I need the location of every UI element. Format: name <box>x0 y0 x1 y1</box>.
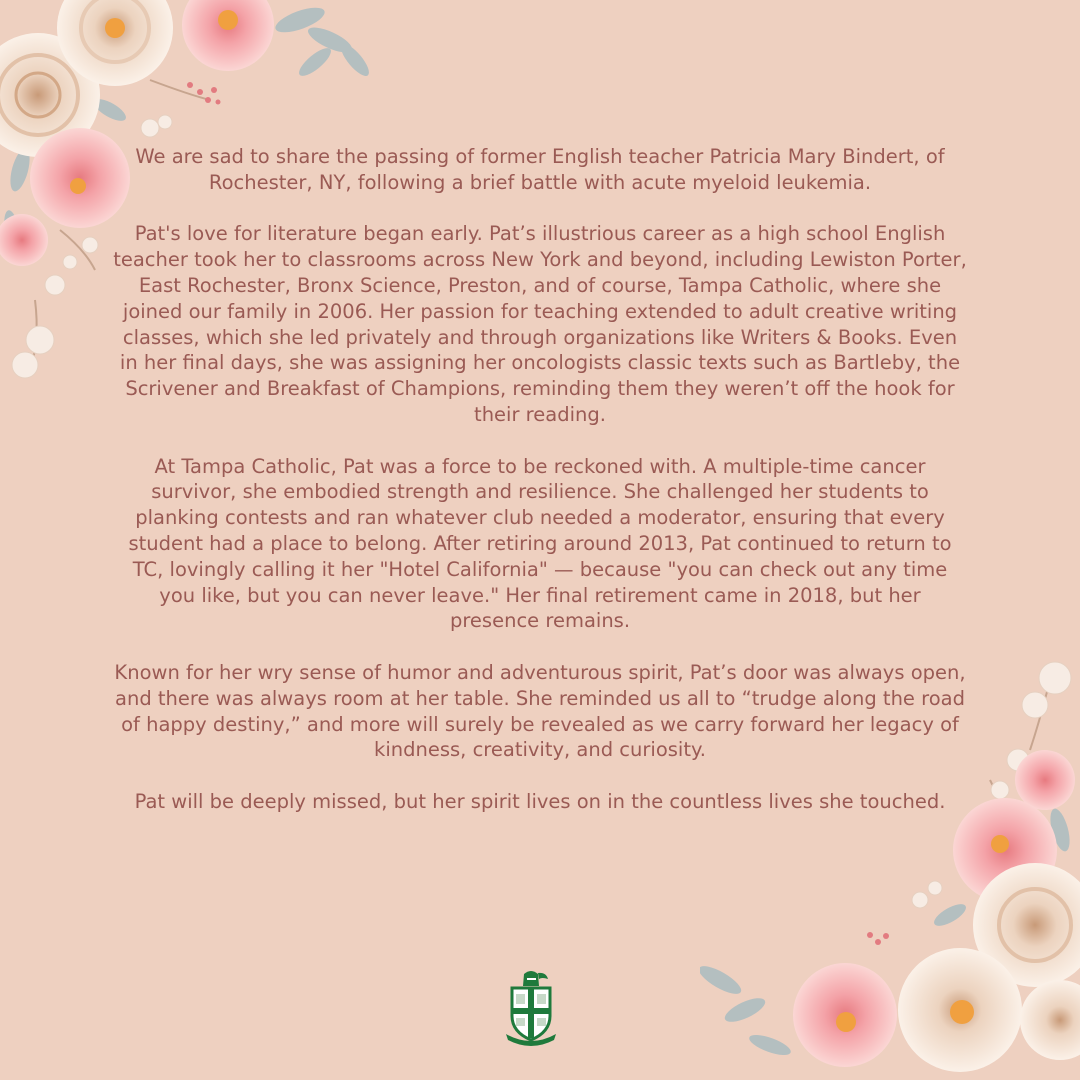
paragraph-character: Known for her wry sense of humor and adventurous spirit, Pat’s door was always open, and there was always room at her table. She reminded us all to “trudge along the road of happy destiny,” and more will surely be revealed as we carry forward her legacy of kindness, creativity, and curiosity. <box>114 660 966 762</box>
school-crest-icon <box>504 970 558 1046</box>
paragraph-career: Pat's love for literature began early. Pat’s illustrious career as a high school English teacher took her to classrooms across New York and beyond, including Lewiston Porter, East Rochester, Bronx Science, Preston, and of course, Tampa Catholic, where she joined our family in 2006. Her passion for teaching extended to adult creative writing classes, which she led privately and through organizations like Writers & Books. Even in her final days, she was assigning her oncologists classic texts such as Bartleby, the Scrivener and Breakfast of Champions, reminding them they weren’t off the hook for their reading. <box>113 222 967 426</box>
paragraph-closing: Pat will be deeply missed, but her spirit lives on in the countless lives she touched. <box>134 789 946 813</box>
paragraph-intro: We are sad to share the passing of former English teacher Patricia Mary Bindert, of Rochester, NY, following a brief battle with acute myeloid leukemia. <box>135 145 945 194</box>
announcement-text <box>112 144 968 841</box>
paragraph-tampa-catholic: At Tampa Catholic, Pat was a force to be reckoned with. A multiple-time cancer survivor, she embodied strength and resilience. She challenged her students to planking contests and ran whatever club needed a moderator, ensuring that every student had a place to belong. After retiring around 2013, Pat continued to return to TC, lovingly calling it her "Hotel California" — because "you can check out any time you like, but you can never leave." Her final retirement came in 2018, but her presence remains. <box>128 454 952 633</box>
